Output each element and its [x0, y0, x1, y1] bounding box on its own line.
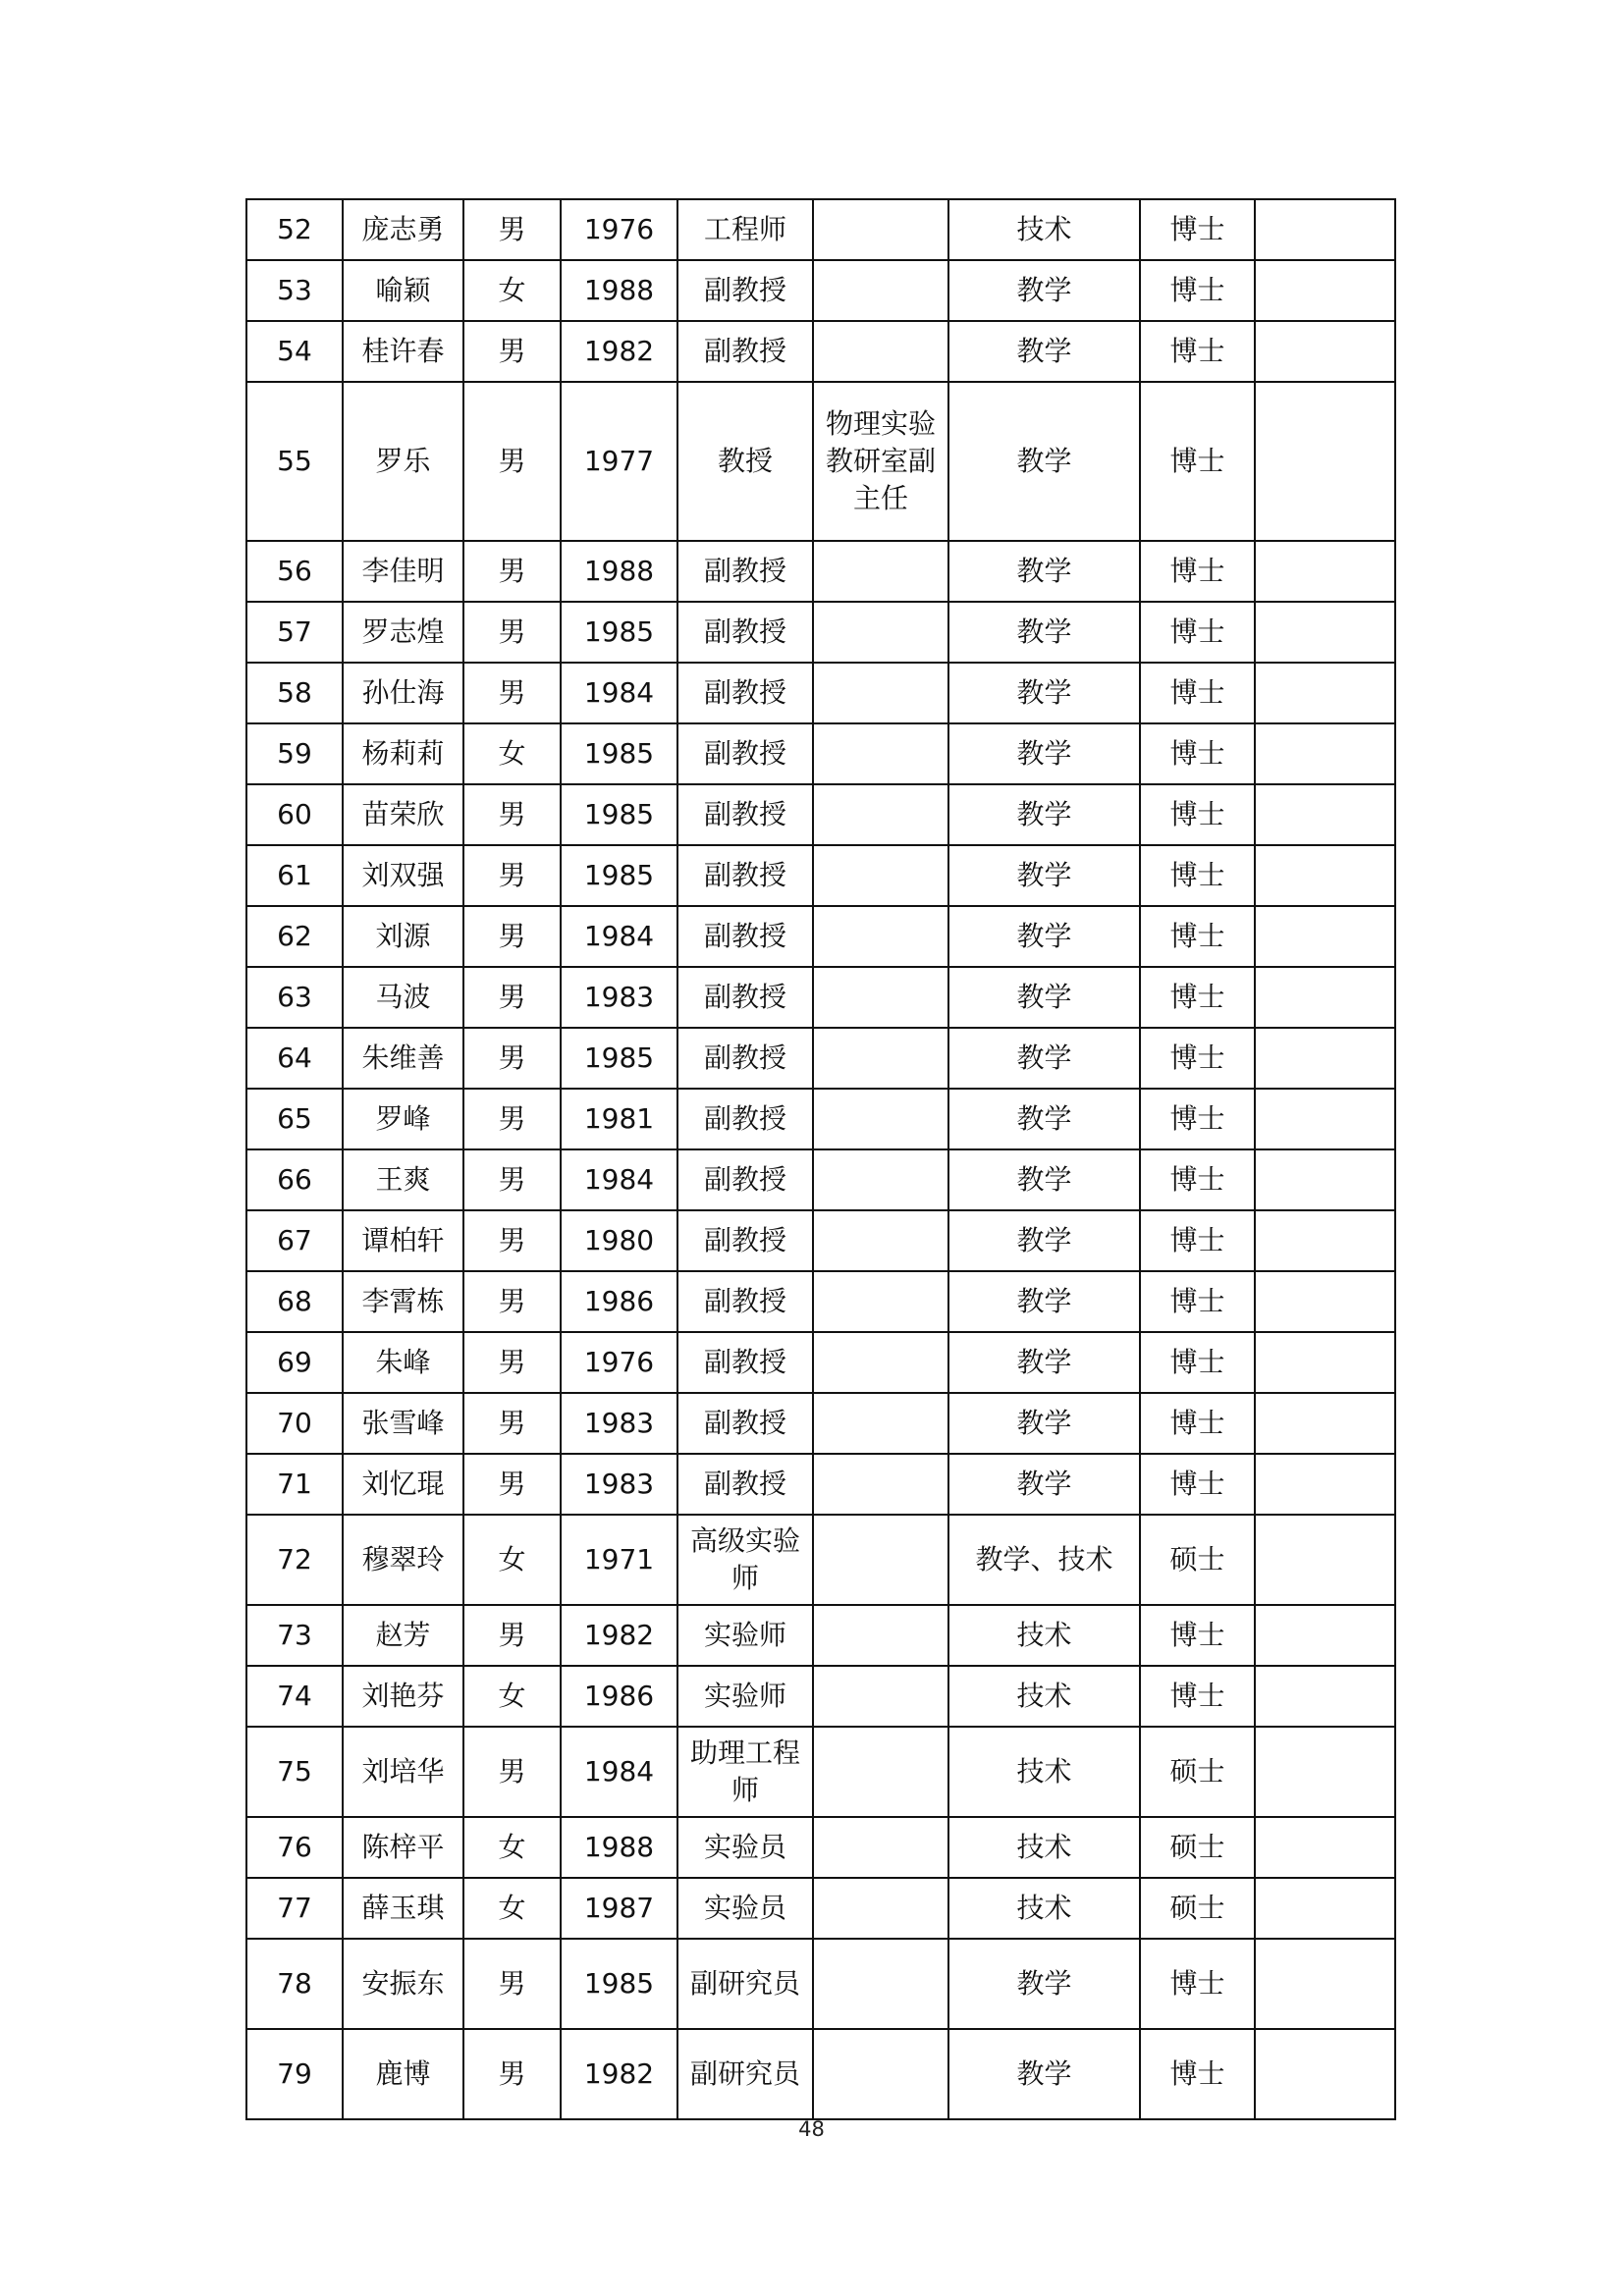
cell-title: 实验师: [677, 1666, 813, 1727]
cell-title: 工程师: [677, 199, 813, 260]
cell-note: [1255, 199, 1395, 260]
cell-title: 副教授: [677, 663, 813, 723]
table-row: [246, 1332, 1395, 1393]
cell-note: [1255, 541, 1395, 602]
cell-position: [813, 1605, 948, 1666]
cell-position: [813, 1332, 948, 1393]
cell-note: [1255, 663, 1395, 723]
cell-gender: 女: [463, 1666, 561, 1727]
cell-position: [813, 723, 948, 784]
cell-name: 朱维善: [343, 1028, 463, 1089]
cell-title: 副教授: [677, 845, 813, 906]
cell-gender: 男: [463, 1028, 561, 1089]
cell-gender: 女: [463, 1817, 561, 1878]
cell-name: 刘源: [343, 906, 463, 967]
table-row: [246, 1515, 1395, 1605]
cell-number: 64: [246, 1028, 343, 1089]
cell-degree: 博士: [1140, 199, 1255, 260]
cell-note: [1255, 1817, 1395, 1878]
table-row: [246, 1817, 1395, 1878]
cell-position: [813, 1271, 948, 1332]
cell-title: 副教授: [677, 541, 813, 602]
cell-name: 刘培华: [343, 1727, 463, 1817]
cell-gender: 男: [463, 1727, 561, 1817]
cell-name: 苗荣欣: [343, 784, 463, 845]
cell-birth-year: 1984: [561, 1727, 677, 1817]
cell-position: 物理实验教研室副主任: [813, 382, 948, 541]
cell-name: 朱峰: [343, 1332, 463, 1393]
table-row: [246, 2029, 1395, 2119]
table-row: [246, 663, 1395, 723]
cell-birth-year: 1984: [561, 1149, 677, 1210]
cell-duty: 教学: [948, 382, 1140, 541]
cell-birth-year: 1984: [561, 906, 677, 967]
cell-duty: 教学: [948, 1271, 1140, 1332]
cell-birth-year: 1971: [561, 1515, 677, 1605]
cell-title: 副教授: [677, 602, 813, 663]
cell-degree: 博士: [1140, 845, 1255, 906]
cell-birth-year: 1985: [561, 1028, 677, 1089]
cell-name: 赵芳: [343, 1605, 463, 1666]
cell-birth-year: 1983: [561, 1454, 677, 1515]
cell-gender: 男: [463, 1271, 561, 1332]
cell-degree: 博士: [1140, 1271, 1255, 1332]
cell-position: [813, 906, 948, 967]
cell-birth-year: 1985: [561, 1939, 677, 2029]
table-row: [246, 1210, 1395, 1271]
cell-title: 副教授: [677, 1028, 813, 1089]
table-row: [246, 1666, 1395, 1727]
cell-note: [1255, 845, 1395, 906]
cell-note: [1255, 1454, 1395, 1515]
cell-note: [1255, 321, 1395, 382]
table-row: [246, 602, 1395, 663]
cell-note: [1255, 1727, 1395, 1817]
cell-duty: 教学: [948, 1149, 1140, 1210]
cell-gender: 女: [463, 723, 561, 784]
cell-number: 60: [246, 784, 343, 845]
table-row: [246, 382, 1395, 541]
cell-birth-year: 1980: [561, 1210, 677, 1271]
cell-note: [1255, 1271, 1395, 1332]
cell-name: 庞志勇: [343, 199, 463, 260]
cell-degree: 博士: [1140, 321, 1255, 382]
cell-duty: 教学: [948, 1028, 1140, 1089]
cell-duty: 教学: [948, 845, 1140, 906]
cell-number: 57: [246, 602, 343, 663]
cell-title: 助理工程师: [677, 1727, 813, 1817]
cell-name: 桂许春: [343, 321, 463, 382]
cell-duty: 技术: [948, 1605, 1140, 1666]
cell-number: 69: [246, 1332, 343, 1393]
cell-name: 陈梓平: [343, 1817, 463, 1878]
cell-birth-year: 1981: [561, 1089, 677, 1149]
cell-title: 实验员: [677, 1817, 813, 1878]
cell-birth-year: 1988: [561, 541, 677, 602]
cell-birth-year: 1985: [561, 723, 677, 784]
cell-position: [813, 1028, 948, 1089]
cell-position: [813, 1817, 948, 1878]
cell-title: 副教授: [677, 321, 813, 382]
table-row: [246, 1939, 1395, 2029]
cell-position: [813, 1089, 948, 1149]
table-row: [246, 1393, 1395, 1454]
table-row: [246, 723, 1395, 784]
table-row: [246, 260, 1395, 321]
cell-position: [813, 1149, 948, 1210]
cell-degree: 博士: [1140, 1454, 1255, 1515]
cell-note: [1255, 1028, 1395, 1089]
cell-position: [813, 321, 948, 382]
cell-duty: 技术: [948, 1666, 1140, 1727]
cell-number: 56: [246, 541, 343, 602]
cell-note: [1255, 906, 1395, 967]
cell-position: [813, 1454, 948, 1515]
cell-number: 73: [246, 1605, 343, 1666]
cell-number: 77: [246, 1878, 343, 1939]
cell-title: 副教授: [677, 723, 813, 784]
cell-position: [813, 1939, 948, 2029]
cell-name: 李霄栋: [343, 1271, 463, 1332]
cell-note: [1255, 382, 1395, 541]
table-row: [246, 1271, 1395, 1332]
cell-degree: 博士: [1140, 1939, 1255, 2029]
cell-gender: 男: [463, 602, 561, 663]
cell-duty: 教学: [948, 2029, 1140, 2119]
cell-gender: 女: [463, 260, 561, 321]
cell-number: 65: [246, 1089, 343, 1149]
cell-number: 67: [246, 1210, 343, 1271]
cell-duty: 技术: [948, 199, 1140, 260]
cell-title: 实验师: [677, 1605, 813, 1666]
cell-title: 教授: [677, 382, 813, 541]
cell-number: 55: [246, 382, 343, 541]
cell-note: [1255, 1393, 1395, 1454]
cell-note: [1255, 2029, 1395, 2119]
cell-position: [813, 1393, 948, 1454]
cell-number: 68: [246, 1271, 343, 1332]
cell-number: 63: [246, 967, 343, 1028]
page-number: 48: [798, 2117, 825, 2141]
cell-birth-year: 1986: [561, 1666, 677, 1727]
cell-duty: 教学: [948, 784, 1140, 845]
cell-birth-year: 1988: [561, 1817, 677, 1878]
cell-position: [813, 784, 948, 845]
cell-degree: 博士: [1140, 1028, 1255, 1089]
cell-number: 53: [246, 260, 343, 321]
cell-duty: 教学: [948, 967, 1140, 1028]
cell-birth-year: 1976: [561, 199, 677, 260]
cell-number: 61: [246, 845, 343, 906]
cell-degree: 博士: [1140, 1393, 1255, 1454]
table-row: [246, 906, 1395, 967]
cell-name: 王爽: [343, 1149, 463, 1210]
cell-number: 66: [246, 1149, 343, 1210]
cell-title: 副教授: [677, 260, 813, 321]
cell-birth-year: 1982: [561, 2029, 677, 2119]
cell-name: 罗乐: [343, 382, 463, 541]
cell-degree: 博士: [1140, 723, 1255, 784]
cell-position: [813, 602, 948, 663]
cell-note: [1255, 1149, 1395, 1210]
table-row: [246, 784, 1395, 845]
cell-degree: 博士: [1140, 967, 1255, 1028]
cell-title: 副教授: [677, 784, 813, 845]
cell-name: 穆翠玲: [343, 1515, 463, 1605]
cell-number: 62: [246, 906, 343, 967]
cell-title: 副教授: [677, 1210, 813, 1271]
cell-note: [1255, 260, 1395, 321]
cell-title: 副研究员: [677, 2029, 813, 2119]
cell-note: [1255, 784, 1395, 845]
cell-title: 副研究员: [677, 1939, 813, 2029]
cell-number: 78: [246, 1939, 343, 2029]
table-row: [246, 1605, 1395, 1666]
cell-number: 75: [246, 1727, 343, 1817]
cell-duty: 教学: [948, 260, 1140, 321]
cell-title: 实验员: [677, 1878, 813, 1939]
cell-duty: 教学: [948, 1393, 1140, 1454]
cell-gender: 男: [463, 382, 561, 541]
cell-number: 59: [246, 723, 343, 784]
cell-number: 71: [246, 1454, 343, 1515]
table-row: [246, 1878, 1395, 1939]
table-row: [246, 541, 1395, 602]
cell-duty: 教学: [948, 723, 1140, 784]
cell-position: [813, 199, 948, 260]
cell-name: 李佳明: [343, 541, 463, 602]
cell-title: 副教授: [677, 1271, 813, 1332]
cell-duty: 教学、技术: [948, 1515, 1140, 1605]
cell-birth-year: 1982: [561, 1605, 677, 1666]
cell-birth-year: 1988: [561, 260, 677, 321]
cell-note: [1255, 1210, 1395, 1271]
cell-degree: 博士: [1140, 260, 1255, 321]
cell-gender: 男: [463, 1210, 561, 1271]
cell-duty: 教学: [948, 663, 1140, 723]
cell-degree: 博士: [1140, 1605, 1255, 1666]
cell-note: [1255, 967, 1395, 1028]
cell-name: 喻颖: [343, 260, 463, 321]
cell-gender: 男: [463, 1605, 561, 1666]
cell-gender: 男: [463, 1939, 561, 2029]
cell-number: 76: [246, 1817, 343, 1878]
cell-position: [813, 2029, 948, 2119]
cell-gender: 男: [463, 1149, 561, 1210]
table-row: [246, 1149, 1395, 1210]
cell-duty: 教学: [948, 906, 1140, 967]
cell-degree: 硕士: [1140, 1515, 1255, 1605]
cell-position: [813, 967, 948, 1028]
cell-note: [1255, 1878, 1395, 1939]
cell-name: 马波: [343, 967, 463, 1028]
cell-duty: 教学: [948, 321, 1140, 382]
table-row: [246, 199, 1395, 260]
table-row: [246, 321, 1395, 382]
cell-title: 副教授: [677, 1089, 813, 1149]
cell-gender: 男: [463, 1393, 561, 1454]
staff-table: [245, 198, 1396, 2120]
cell-name: 谭柏轩: [343, 1210, 463, 1271]
table-row: [246, 967, 1395, 1028]
cell-degree: 博士: [1140, 1666, 1255, 1727]
cell-number: 74: [246, 1666, 343, 1727]
cell-birth-year: 1984: [561, 663, 677, 723]
cell-gender: 男: [463, 199, 561, 260]
cell-name: 刘艳芬: [343, 1666, 463, 1727]
cell-name: 张雪峰: [343, 1393, 463, 1454]
cell-gender: 男: [463, 541, 561, 602]
cell-note: [1255, 1515, 1395, 1605]
cell-name: 孙仕海: [343, 663, 463, 723]
cell-birth-year: 1985: [561, 602, 677, 663]
cell-gender: 男: [463, 967, 561, 1028]
cell-gender: 男: [463, 845, 561, 906]
cell-note: [1255, 723, 1395, 784]
cell-note: [1255, 1666, 1395, 1727]
cell-name: 刘忆琨: [343, 1454, 463, 1515]
cell-duty: 技术: [948, 1817, 1140, 1878]
cell-note: [1255, 1332, 1395, 1393]
cell-birth-year: 1976: [561, 1332, 677, 1393]
cell-duty: 教学: [948, 1210, 1140, 1271]
cell-name: 刘双强: [343, 845, 463, 906]
cell-title: 副教授: [677, 906, 813, 967]
staff-table-body: [246, 199, 1395, 2119]
cell-degree: 博士: [1140, 906, 1255, 967]
table-row: [246, 1089, 1395, 1149]
cell-duty: 教学: [948, 1454, 1140, 1515]
cell-number: 72: [246, 1515, 343, 1605]
cell-gender: 女: [463, 1515, 561, 1605]
cell-birth-year: 1986: [561, 1271, 677, 1332]
cell-note: [1255, 1089, 1395, 1149]
cell-duty: 教学: [948, 541, 1140, 602]
cell-degree: 硕士: [1140, 1817, 1255, 1878]
cell-degree: 博士: [1140, 602, 1255, 663]
cell-birth-year: 1987: [561, 1878, 677, 1939]
cell-gender: 男: [463, 321, 561, 382]
cell-position: [813, 663, 948, 723]
cell-name: 杨莉莉: [343, 723, 463, 784]
cell-degree: 博士: [1140, 541, 1255, 602]
cell-gender: 男: [463, 784, 561, 845]
cell-birth-year: 1982: [561, 321, 677, 382]
cell-note: [1255, 1605, 1395, 1666]
cell-degree: 博士: [1140, 1210, 1255, 1271]
cell-duty: 教学: [948, 1332, 1140, 1393]
cell-degree: 博士: [1140, 1089, 1255, 1149]
cell-position: [813, 260, 948, 321]
cell-position: [813, 1210, 948, 1271]
cell-gender: 男: [463, 663, 561, 723]
table-row: [246, 845, 1395, 906]
table-row: [246, 1028, 1395, 1089]
cell-title: 副教授: [677, 1332, 813, 1393]
cell-gender: 男: [463, 1332, 561, 1393]
cell-birth-year: 1985: [561, 784, 677, 845]
cell-name: 罗峰: [343, 1089, 463, 1149]
cell-degree: 博士: [1140, 1149, 1255, 1210]
cell-birth-year: 1983: [561, 1393, 677, 1454]
cell-name: 安振东: [343, 1939, 463, 2029]
cell-number: 52: [246, 199, 343, 260]
cell-birth-year: 1983: [561, 967, 677, 1028]
table-row: [246, 1727, 1395, 1817]
cell-birth-year: 1977: [561, 382, 677, 541]
cell-position: [813, 1727, 948, 1817]
cell-position: [813, 845, 948, 906]
cell-duty: 技术: [948, 1878, 1140, 1939]
cell-number: 79: [246, 2029, 343, 2119]
cell-number: 58: [246, 663, 343, 723]
cell-title: 副教授: [677, 1454, 813, 1515]
cell-gender: 男: [463, 906, 561, 967]
cell-degree: 博士: [1140, 382, 1255, 541]
cell-degree: 硕士: [1140, 1727, 1255, 1817]
cell-degree: 博士: [1140, 784, 1255, 845]
cell-birth-year: 1985: [561, 845, 677, 906]
cell-name: 罗志煌: [343, 602, 463, 663]
cell-gender: 男: [463, 2029, 561, 2119]
cell-name: 鹿博: [343, 2029, 463, 2119]
cell-gender: 女: [463, 1878, 561, 1939]
cell-degree: 硕士: [1140, 1878, 1255, 1939]
cell-title: 副教授: [677, 1393, 813, 1454]
cell-number: 54: [246, 321, 343, 382]
cell-position: [813, 541, 948, 602]
cell-number: 70: [246, 1393, 343, 1454]
cell-name: 薛玉琪: [343, 1878, 463, 1939]
cell-title: 高级实验师: [677, 1515, 813, 1605]
cell-duty: 技术: [948, 1727, 1140, 1817]
table-row: [246, 1454, 1395, 1515]
cell-gender: 男: [463, 1089, 561, 1149]
cell-position: [813, 1666, 948, 1727]
cell-title: 副教授: [677, 1149, 813, 1210]
cell-duty: 教学: [948, 1089, 1140, 1149]
cell-note: [1255, 1939, 1395, 2029]
cell-title: 副教授: [677, 967, 813, 1028]
cell-degree: 博士: [1140, 1332, 1255, 1393]
cell-duty: 教学: [948, 602, 1140, 663]
cell-gender: 男: [463, 1454, 561, 1515]
cell-note: [1255, 602, 1395, 663]
cell-degree: 博士: [1140, 663, 1255, 723]
cell-degree: 博士: [1140, 2029, 1255, 2119]
cell-duty: 教学: [948, 1939, 1140, 2029]
cell-position: [813, 1878, 948, 1939]
cell-position: [813, 1515, 948, 1605]
